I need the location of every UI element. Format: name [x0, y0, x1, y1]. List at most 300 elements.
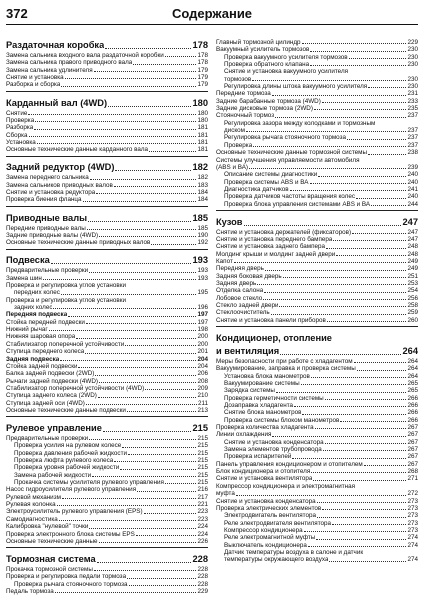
toc-entry-title: Проверка количества хладагента	[216, 424, 314, 432]
toc-entry-title: Регулировка длины штока вакуумного усилителя	[224, 83, 368, 91]
toc-section-heading[interactable]	[6, 422, 208, 435]
toc-entry[interactable]	[6, 392, 208, 399]
toc-page-ref: 265	[407, 387, 418, 395]
toc-entry[interactable]	[6, 531, 208, 538]
toc-entry-title: Основные технические данные карданного вала	[6, 146, 149, 154]
toc-page-ref: 180	[197, 109, 208, 117]
toc-entry-title: Проверка системы блоком манометров	[224, 416, 340, 424]
toc-entry[interactable]	[216, 461, 418, 468]
toc-entry-title: Ступица заднего колеса (2WD)	[6, 392, 97, 400]
toc-entry-title: Электродвигатель вентилятора	[224, 512, 316, 520]
toc-entry-title: Передние тормоза	[216, 90, 271, 98]
toc-entry-title: Проверка обратного клапана	[224, 61, 310, 69]
toc-page-ref: 274	[407, 541, 418, 549]
toc-entry[interactable]	[216, 380, 418, 387]
dot-leader	[65, 78, 197, 79]
toc-entry[interactable]	[216, 490, 418, 497]
toc-entry[interactable]	[216, 542, 418, 549]
dot-leader	[133, 64, 196, 65]
toc-page-ref: 193	[197, 274, 208, 282]
toc-entry[interactable]	[6, 523, 208, 530]
toc-page-ref: 266	[407, 394, 418, 402]
dot-leader	[136, 535, 197, 536]
toc-page-ref: 251	[407, 272, 418, 280]
toc-entry[interactable]	[6, 516, 208, 523]
toc-entry[interactable]	[6, 501, 208, 508]
toc-page-ref: 240	[407, 178, 418, 186]
dot-leader	[280, 354, 401, 355]
toc-entry[interactable]	[216, 273, 418, 280]
toc-entry[interactable]	[216, 251, 418, 258]
toc-entry-title: Установка блока манометров	[224, 372, 310, 380]
dot-leader	[304, 531, 407, 532]
toc-entry[interactable]	[216, 520, 418, 527]
dot-leader	[325, 399, 407, 400]
toc-entry[interactable]	[6, 319, 208, 326]
toc-entry[interactable]	[216, 201, 418, 208]
toc-entry-title: муфта	[216, 490, 235, 498]
toc-entry-title: Сборка	[6, 131, 28, 139]
toc-entry[interactable]	[216, 186, 418, 193]
toc-entry[interactable]	[216, 439, 418, 446]
toc-entry[interactable]	[216, 287, 418, 294]
toc-entry[interactable]	[6, 442, 208, 449]
toc-page-ref: 200	[197, 333, 208, 341]
toc-entry[interactable]	[216, 556, 418, 563]
toc-entry[interactable]	[6, 174, 208, 181]
toc-entry-title: Рулевое управление	[6, 423, 102, 434]
toc-entry[interactable]	[6, 267, 208, 274]
toc-entry-title: Меры безопасности при работе с хладагентом	[216, 357, 353, 365]
toc-entry-title: Основные технические данные подвески	[6, 406, 126, 414]
dot-leader	[61, 86, 196, 87]
dot-leader	[90, 179, 197, 180]
dot-leader	[294, 406, 406, 407]
toc-entry-title: Замена переднего сальника	[6, 174, 89, 182]
toc-page-ref: 184	[197, 189, 208, 197]
dot-leader	[127, 411, 197, 412]
toc-entry[interactable]	[216, 61, 418, 68]
toc-entry[interactable]	[216, 498, 418, 505]
toc-page-ref: 266	[407, 409, 418, 417]
toc-entry-title: Снятие и установка держателей (фиксаторов)	[216, 228, 352, 236]
toc-entry-title: Регулировка зазора между колодками и тормозным	[224, 119, 376, 127]
toc-entry[interactable]	[6, 573, 208, 580]
toc-entry[interactable]	[216, 236, 418, 243]
toc-entry[interactable]	[216, 309, 418, 316]
dot-leader	[234, 262, 407, 263]
toc-entry[interactable]	[216, 373, 418, 380]
toc-entry-title: Самодиагностика	[6, 515, 58, 523]
toc-entry[interactable]	[216, 149, 418, 156]
dot-leader	[246, 131, 406, 132]
toc-section-heading[interactable]	[6, 161, 208, 174]
toc-entry-title: Проверка блока управления системами ABS и ВА	[224, 200, 371, 208]
dot-leader	[323, 450, 407, 451]
toc-entry[interactable]	[6, 67, 208, 74]
toc-page-ref: 260	[407, 316, 418, 324]
toc-entry[interactable]	[6, 275, 208, 282]
toc-entry-title: Снятие и установка редуктора	[6, 189, 96, 197]
toc-entry[interactable]	[6, 74, 208, 81]
dot-leader	[103, 431, 192, 432]
toc-entry[interactable]	[216, 193, 418, 200]
toc-entry[interactable]	[6, 479, 208, 486]
toc-entry[interactable]	[6, 326, 208, 333]
dot-leader	[368, 87, 406, 88]
toc-entry[interactable]	[6, 378, 208, 385]
toc-entry[interactable]	[6, 146, 208, 153]
toc-entry[interactable]	[216, 475, 418, 482]
dot-leader	[165, 483, 197, 484]
toc-page-ref: 239	[407, 163, 418, 171]
toc-page-ref: 226	[197, 537, 208, 545]
toc-entry-title: Предварительные проверки	[6, 267, 89, 275]
toc-entry-title: Вакуумирование, заправка и проверка системы	[216, 365, 356, 373]
toc-entry-title: Проверка вакуумного усилителя тормозов	[224, 53, 348, 61]
dot-leader	[327, 321, 407, 322]
toc-entry[interactable]	[6, 282, 208, 289]
section-divider	[6, 547, 208, 548]
toc-page-ref: 182	[197, 174, 208, 182]
toc-entry[interactable]	[216, 395, 418, 402]
toc-page-ref: 181	[197, 138, 208, 146]
toc-page-ref: 200	[197, 340, 208, 348]
toc-section-heading[interactable]	[6, 97, 208, 110]
toc-entry[interactable]	[216, 112, 418, 119]
toc-page-ref: 244	[407, 200, 418, 208]
toc-page-ref: 215	[197, 435, 208, 443]
toc-entry[interactable]	[216, 468, 418, 475]
toc-entry[interactable]	[6, 494, 208, 501]
toc-entry-title: Компрессор кондиционера и электромагнитная	[216, 482, 356, 490]
toc-entry[interactable]	[216, 409, 418, 416]
dot-leader	[88, 221, 191, 222]
toc-entry[interactable]	[6, 341, 208, 348]
toc-page-ref: 204	[197, 355, 208, 363]
toc-page-ref: 241	[407, 185, 418, 193]
toc-entry[interactable]	[6, 232, 208, 239]
toc-entry[interactable]	[216, 229, 418, 236]
toc-entry-title: Балка задней подвески (2WD)	[6, 370, 95, 378]
toc-entry[interactable]	[6, 81, 208, 88]
toc-entry[interactable]	[6, 385, 208, 392]
toc-page-ref: 181	[197, 146, 208, 154]
dot-leader	[89, 439, 196, 440]
toc-page-ref: 271	[407, 475, 418, 483]
toc-entry[interactable]	[216, 171, 418, 178]
toc-page-ref: 273	[407, 504, 418, 512]
toc-entry[interactable]	[6, 52, 208, 59]
toc-page-ref: 237	[407, 112, 418, 120]
toc-section-heading[interactable]	[6, 212, 208, 225]
toc-entry-title: Замена сальника правого приводного вала	[6, 59, 133, 67]
toc-entry-title: Главный тормозной цилиндр	[216, 39, 301, 46]
toc-entry[interactable]	[6, 566, 208, 573]
toc-page-ref: 253	[407, 280, 418, 288]
toc-entry-title: Проверка системы ABS и ВА	[224, 178, 309, 186]
toc-entry-title: Основные технические данные тормозной системы	[216, 149, 368, 157]
dot-leader	[336, 255, 406, 256]
toc-entry[interactable]	[6, 407, 208, 414]
toc-page-ref: 197	[197, 311, 208, 319]
toc-entry-title: Проверка герметичности системы	[224, 394, 324, 402]
toc-entry-title: Снятие и установка	[6, 74, 64, 82]
toc-entry[interactable]	[216, 127, 418, 134]
toc-entry[interactable]	[216, 549, 418, 556]
toc-entry[interactable]	[216, 164, 418, 171]
toc-entry-title: Снятие и установка вакуумного усилителя	[224, 68, 349, 76]
toc-entry[interactable]	[216, 90, 418, 97]
toc-entry[interactable]	[216, 134, 418, 141]
dot-leader	[99, 542, 197, 543]
toc-entry[interactable]	[6, 311, 208, 318]
toc-entry[interactable]	[216, 317, 418, 324]
toc-page-ref: 272	[407, 490, 418, 498]
toc-page-ref: 215	[192, 423, 208, 434]
toc-entry-title: Проверка люфта рулевого колеса	[14, 457, 114, 465]
toc-entry[interactable]	[216, 295, 418, 302]
toc-entry[interactable]	[6, 508, 208, 515]
toc-section-heading[interactable]	[216, 345, 418, 358]
toc-entry[interactable]	[216, 120, 418, 127]
dot-leader	[357, 370, 407, 371]
toc-entry[interactable]	[216, 527, 418, 534]
toc-entry-title: Снятие и установка конденсатора	[216, 497, 316, 505]
toc-page-ref: 209	[197, 384, 208, 392]
toc-entry[interactable]	[216, 39, 418, 46]
toc-entry-title: Стабилизатор поперечной устойчивости (4WD)	[6, 384, 145, 392]
toc-page-ref: 228	[197, 573, 208, 581]
toc-entry[interactable]	[6, 588, 208, 595]
toc-page-ref: 228	[197, 566, 208, 573]
toc-entry[interactable]	[216, 424, 418, 431]
toc-entry-title: Снятие и установка вентилятора	[216, 475, 313, 483]
toc-entry[interactable]	[6, 297, 208, 304]
toc-entry[interactable]	[216, 417, 418, 424]
toc-entry-title: Установка	[6, 138, 36, 146]
toc-entry[interactable]	[6, 348, 208, 355]
dot-leader	[129, 585, 197, 586]
toc-entry-title: Описание системы диагностики	[224, 171, 318, 179]
toc-entry-title: Капот	[216, 258, 233, 266]
toc-entry[interactable]	[216, 54, 418, 61]
toc-page-ref: 273	[407, 519, 418, 527]
dot-leader	[272, 95, 407, 96]
dot-leader	[86, 404, 197, 405]
toc-page-ref: 179	[197, 74, 208, 82]
toc-section-heading[interactable]	[6, 254, 208, 267]
toc-entry[interactable]	[6, 182, 208, 189]
toc-entry[interactable]	[6, 538, 208, 545]
toc-entry-title: Стабилизатор поперечной устойчивости	[6, 340, 125, 348]
toc-entry-title: Стекло задней двери	[216, 302, 279, 310]
toc-entry[interactable]	[6, 289, 208, 296]
toc-entry-title: Основные технические данные	[6, 537, 98, 545]
toc-entry[interactable]	[216, 142, 418, 149]
toc-entry-title: Дозаправка хладагента	[224, 402, 294, 410]
toc-entry[interactable]	[6, 472, 208, 479]
dot-leader	[128, 454, 197, 455]
toc-entry[interactable]	[6, 117, 208, 124]
toc-page-ref: 224	[197, 530, 208, 538]
toc-entry[interactable]	[216, 358, 418, 365]
toc-entry-title: Снятие блока манометров	[224, 409, 302, 417]
dot-leader	[57, 505, 197, 506]
toc-entry[interactable]	[216, 483, 418, 490]
toc-entry[interactable]	[216, 453, 418, 460]
toc-entry-title: диском	[224, 127, 245, 135]
dot-leader	[322, 102, 407, 103]
dot-leader	[49, 330, 197, 331]
toc-entry-title: Калибровка "нулевой" точки	[6, 523, 89, 531]
dot-leader	[315, 428, 407, 429]
toc-page-ref: 247	[402, 216, 418, 227]
toc-entry-title: Молдинг крыши и молдинг задней двери	[216, 250, 336, 258]
dot-leader	[253, 146, 406, 147]
toc-entry-title: Передняя подвеска	[6, 311, 68, 319]
toc-entry-title: Проверка биения фланца	[6, 196, 82, 204]
toc-page-ref: 196	[197, 304, 208, 312]
toc-entry[interactable]	[6, 333, 208, 340]
dot-leader	[313, 480, 406, 481]
toc-entry[interactable]	[6, 132, 208, 139]
toc-page-ref: 181	[197, 124, 208, 132]
toc-entry-title: Рулевая колонка	[6, 501, 56, 509]
toc-page-ref: 223	[197, 508, 208, 516]
dot-leader	[318, 176, 406, 177]
toc-page-ref: 230	[407, 83, 418, 91]
toc-section-heading[interactable]	[216, 332, 418, 345]
toc-entry[interactable]	[216, 265, 418, 272]
toc-entry-title: Панель управления кондиционером и отопителем	[216, 460, 363, 468]
dot-leader	[37, 143, 197, 144]
toc-entry[interactable]	[6, 581, 208, 588]
toc-entry[interactable]	[6, 363, 208, 370]
toc-section-heading[interactable]	[216, 216, 418, 229]
section-divider	[6, 156, 208, 157]
dot-leader	[92, 476, 196, 477]
toc-page-ref: 178	[197, 59, 208, 67]
toc-entry[interactable]	[6, 450, 208, 457]
toc-entry[interactable]	[216, 243, 418, 250]
dot-leader	[316, 539, 406, 540]
toc-entry-title: Стойка задней подвески	[6, 362, 78, 370]
toc-entry[interactable]	[216, 179, 418, 186]
toc-entry-title: Стойка передней подвески	[6, 318, 85, 326]
toc-entry[interactable]	[216, 46, 418, 53]
toc-entry-title: Замена элементов трубопровода	[224, 446, 322, 454]
dot-leader	[85, 353, 196, 354]
toc-entry[interactable]	[6, 435, 208, 442]
dot-leader	[114, 186, 197, 187]
toc-page-ref: 233	[407, 97, 418, 105]
dot-leader	[311, 472, 406, 473]
toc-entry[interactable]	[6, 139, 208, 146]
toc-entry[interactable]	[6, 486, 208, 493]
toc-entry[interactable]	[6, 196, 208, 203]
toc-page-ref: 230	[407, 61, 418, 69]
toc-entry[interactable]	[216, 68, 418, 75]
toc-entry[interactable]	[216, 431, 418, 438]
toc-entry[interactable]	[6, 189, 208, 196]
toc-entry-title: Нижний рычаг	[6, 326, 48, 334]
dot-leader	[83, 201, 197, 202]
toc-entry[interactable]	[216, 76, 418, 83]
toc-entry[interactable]	[6, 464, 208, 471]
dot-leader	[264, 292, 406, 293]
toc-entry[interactable]	[6, 225, 208, 232]
toc-entry[interactable]	[216, 157, 418, 164]
toc-page-ref: 267	[407, 446, 418, 454]
toc-page-ref: 204	[197, 362, 208, 370]
dot-leader	[127, 578, 196, 579]
toc-entry-title: Проверка уровня рабочей жидкости	[14, 464, 120, 472]
toc-page-ref: 254	[407, 287, 418, 295]
toc-entry[interactable]	[216, 446, 418, 453]
toc-page-ref: 230	[407, 75, 418, 83]
toc-entry[interactable]	[6, 110, 208, 117]
toc-page-ref: 264	[407, 365, 418, 373]
toc-page-ref: 197	[197, 318, 208, 326]
toc-entry[interactable]	[216, 258, 418, 265]
toc-entry[interactable]	[216, 280, 418, 287]
toc-entry[interactable]	[216, 105, 418, 112]
toc-entry[interactable]	[6, 400, 208, 407]
dot-leader	[322, 509, 406, 510]
toc-entry[interactable]	[216, 402, 418, 409]
toc-entry[interactable]	[6, 457, 208, 464]
dot-leader	[329, 561, 406, 562]
toc-entry[interactable]	[216, 505, 418, 512]
dot-leader	[120, 469, 196, 470]
toc-entry[interactable]	[216, 302, 418, 309]
dot-leader	[95, 375, 196, 376]
toc-entry[interactable]	[216, 512, 418, 519]
toc-entry[interactable]	[216, 365, 418, 372]
toc-page-ref: 264	[407, 357, 418, 365]
toc-page-ref: 182	[192, 162, 208, 173]
toc-entry[interactable]	[6, 356, 208, 363]
dot-leader	[165, 56, 197, 57]
page-header	[6, 2, 418, 25]
toc-entry-title: Вакуумирование системы	[224, 380, 300, 387]
toc-entry[interactable]	[216, 83, 418, 90]
toc-section-heading[interactable]	[6, 39, 208, 52]
toc-entry-title: Блок кондиционера и отопителя	[216, 468, 311, 476]
toc-entry[interactable]	[6, 304, 208, 311]
toc-section-heading[interactable]	[6, 553, 208, 566]
toc-entry-title: Проверка усилия на рулевом колесе	[14, 442, 122, 450]
dot-leader	[51, 263, 192, 264]
toc-entry[interactable]	[6, 239, 208, 246]
toc-entry-title: Передняя дверь	[216, 265, 264, 273]
toc-entry[interactable]	[6, 124, 208, 131]
toc-entry[interactable]	[6, 59, 208, 66]
toc-entry[interactable]	[216, 387, 418, 394]
toc-entry[interactable]	[216, 98, 418, 105]
toc-entry-title: Замена сальников приводных валов	[6, 181, 113, 189]
toc-entry-title: Прокачка тормозной системы	[6, 566, 93, 573]
dot-leader	[349, 58, 407, 59]
toc-page-ref: 273	[407, 526, 418, 534]
toc-entry[interactable]	[6, 370, 208, 377]
toc-entry[interactable]	[216, 534, 418, 541]
toc-right-column	[216, 39, 418, 564]
toc-entry-title: Снятие	[6, 109, 28, 117]
toc-entry-title: Зарядка системы	[224, 387, 275, 395]
toc-entry-title: Замена рабочей жидкости	[14, 471, 92, 479]
